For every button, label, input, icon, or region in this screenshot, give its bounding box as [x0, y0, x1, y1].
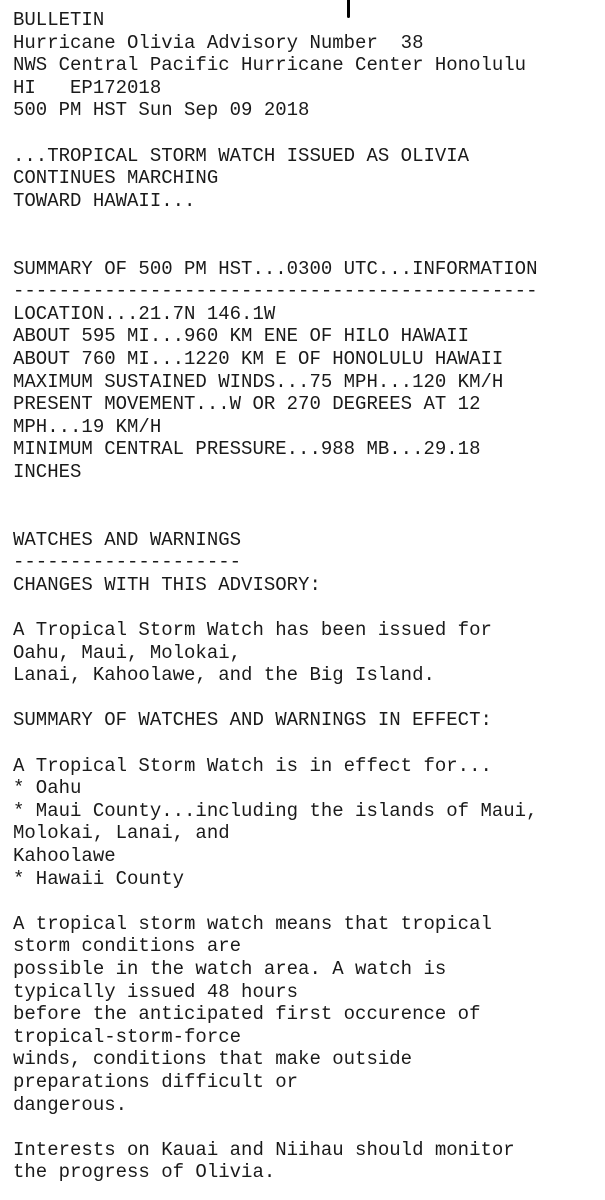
- bulletin-line: 500 PM HST Sun Sep 09 2018: [13, 99, 310, 122]
- bulletin-line: BULLETIN: [13, 9, 105, 31]
- bulletin-line: the progress of Olivia.: [13, 1161, 276, 1184]
- bulletin-line: [13, 212, 538, 235]
- bulletin-line: MAXIMUM SUSTAINED WINDS...75 MPH...120 KM/H: [13, 370, 504, 393]
- bulletin-line: [13, 890, 538, 913]
- bulletin-line: SUMMARY OF WATCHES AND WARNINGS IN EFFECT:: [13, 709, 492, 732]
- bulletin-line: MINIMUM CENTRAL PRESSURE...988 MB...29.18: [13, 438, 481, 461]
- bulletin-line: [13, 122, 538, 145]
- bulletin-line: storm conditions are: [13, 935, 242, 958]
- bulletin-line: [13, 1116, 538, 1139]
- bulletin-line: * Maui County...including the islands of Maui,: [13, 799, 538, 822]
- bulletin-line: before the anticipated first occurence of: [13, 1003, 481, 1026]
- bulletin-line: [13, 235, 538, 258]
- bulletin-line: SUMMARY OF 500 PM HST...0300 UTC...INFORMATION: [13, 257, 538, 280]
- bulletin-line: * Hawaii County: [13, 867, 185, 890]
- bulletin-line: Interests on Kauai and Niihau should monitor: [13, 1138, 515, 1161]
- bulletin-line: * Oahu: [13, 777, 82, 800]
- bulletin-line: A tropical storm watch means that tropical: [13, 912, 492, 935]
- bulletin-line: [13, 732, 538, 755]
- bulletin-text: [13, 9, 538, 1184]
- bulletin-line: A Tropical Storm Watch is in effect for...: [13, 754, 492, 777]
- bulletin-line: --------------------: [13, 551, 242, 574]
- bulletin-line: Lanai, Kahoolawe, and the Big Island.: [13, 664, 435, 687]
- bulletin-line: [13, 687, 538, 710]
- bulletin-line: [13, 483, 538, 506]
- bulletin-line: WATCHES AND WARNINGS: [13, 528, 242, 551]
- bulletin-line: Oahu, Maui, Molokai,: [13, 641, 242, 664]
- bulletin-line: A Tropical Storm Watch has been issued for: [13, 619, 492, 642]
- bulletin-line: preparations difficult or: [13, 1070, 299, 1093]
- bulletin-line: CHANGES WITH THIS ADVISORY:: [13, 573, 321, 596]
- bulletin-line: Hurricane Olivia Advisory Number 38: [13, 31, 424, 54]
- bulletin-line: INCHES: [13, 460, 82, 483]
- bulletin-line: TOWARD HAWAII...: [13, 189, 196, 212]
- bulletin-line: MPH...19 KM/H: [13, 415, 162, 438]
- bulletin-line: Molokai, Lanai, and: [13, 822, 230, 845]
- bulletin-line: ABOUT 595 MI...960 KM ENE OF HILO HAWAII: [13, 325, 470, 348]
- bulletin-line: HI EP172018: [13, 76, 162, 99]
- bulletin-line: ----------------------------------------------: [13, 280, 538, 303]
- bulletin-line: [13, 506, 538, 529]
- bulletin-line: winds, conditions that make outside: [13, 1048, 413, 1071]
- bulletin-line: [13, 596, 538, 619]
- bulletin-line: tropical-storm-force: [13, 1025, 242, 1048]
- bulletin-line: possible in the watch area. A watch is: [13, 957, 447, 980]
- bulletin-line: PRESENT MOVEMENT...W OR 270 DEGREES AT 12: [13, 393, 481, 416]
- bulletin-line: dangerous.: [13, 1093, 128, 1116]
- bulletin-line: CONTINUES MARCHING: [13, 167, 219, 190]
- bulletin-line: ...TROPICAL STORM WATCH ISSUED AS OLIVIA: [13, 144, 470, 167]
- bulletin-line: LOCATION...21.7N 146.1W: [13, 302, 276, 325]
- bulletin-line: ABOUT 760 MI...1220 KM E OF HONOLULU HAWAII: [13, 347, 504, 370]
- bulletin-line: typically issued 48 hours: [13, 980, 299, 1003]
- bulletin-line: Kahoolawe: [13, 844, 116, 867]
- bulletin-line: NWS Central Pacific Hurricane Center Honolulu: [13, 54, 527, 77]
